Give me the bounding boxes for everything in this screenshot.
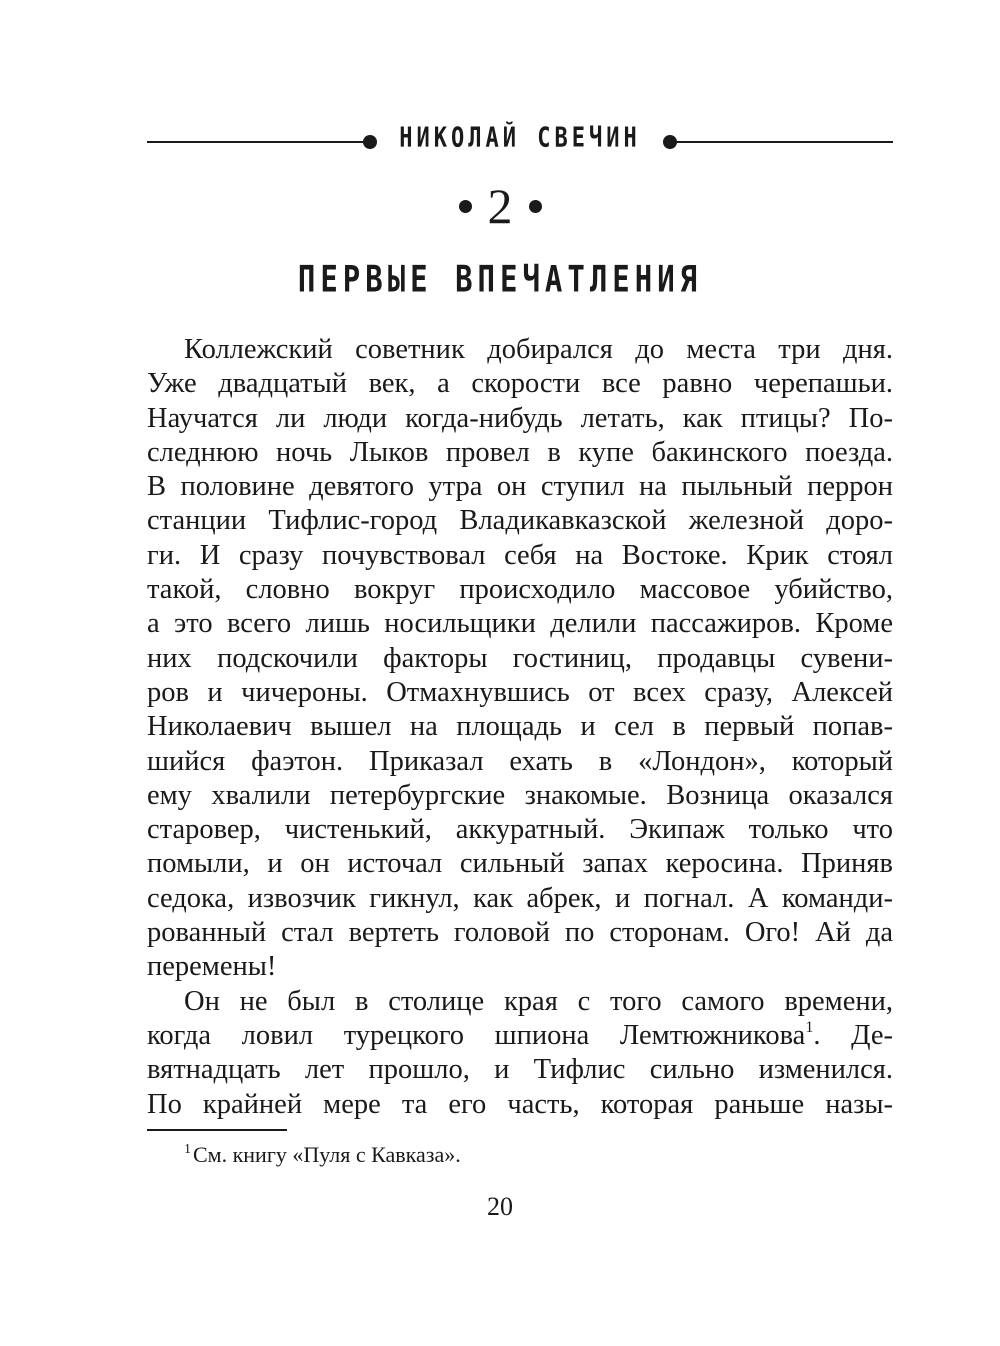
- text-line: ров и чичероны. Отмахнувшись от всех сразу, Алексей: [147, 676, 893, 708]
- footnote-number: 1: [184, 1142, 191, 1157]
- text-line: Уже двадцатый век, а скорости все равно черепашьи.: [147, 368, 893, 400]
- chapter-bullet-right: [529, 200, 542, 213]
- text-line: старовер, чистенький, аккуратный. Экипаж только что: [147, 814, 893, 846]
- chapter-title: ПЕРВЫЕ ВПЕЧАТЛЕНИЯ: [297, 257, 703, 301]
- text-line: а это всего лишь носильщики делили пассажиров. Кроме: [147, 608, 893, 640]
- text-line: такой, словно вокруг происходило массовое убийство,: [147, 574, 893, 606]
- text-segment: . Де-: [813, 1019, 893, 1051]
- footnote-text: См. книгу «Пуля с Кавказа».: [193, 1142, 461, 1167]
- text-line: Коллежский советник добирался до места три дня.: [184, 334, 893, 365]
- author-name: НИКОЛАЙ СВЕЧИН: [399, 122, 641, 155]
- page-number: 20: [487, 1192, 513, 1221]
- text-line: По крайней мере та его часть, которая раньше назы-: [147, 1088, 893, 1120]
- text-line-with-footnote-ref: [147, 1019, 893, 1053]
- running-head-bullet-left: [363, 135, 377, 149]
- footnote: [184, 1140, 461, 1170]
- text-line: помыли, и он источал сильный запах керосина. Приняв: [147, 848, 893, 880]
- running-head-rule-right: [673, 141, 893, 143]
- body-text: [147, 333, 893, 1122]
- text-line: В половине девятого утра он ступил на пыльный перрон: [147, 471, 893, 503]
- text-line: рованный стал вертеть головой по сторонам. Ого! Ай да: [147, 917, 893, 949]
- running-head: [147, 124, 893, 160]
- text-line: ги. И сразу почувствовал себя на Востоке. Крик стоял: [147, 539, 893, 571]
- text-line: шийся фаэтон. Приказал ехать в «Лондон», который: [147, 745, 893, 777]
- chapter-number: [0, 176, 1000, 236]
- text-line: ему хвалили петербургские знакомые. Возница оказался: [147, 779, 893, 811]
- text-line: них подскочили факторы гостиниц, продавцы сувени-: [147, 642, 893, 674]
- running-head-rule-left: [147, 141, 367, 143]
- text-line: станции Тифлис-город Владикавказской железной доро-: [147, 505, 893, 537]
- chapter-bullet-left: [459, 200, 472, 213]
- text-line: Николаевич вышел на площадь и сел в первый попав-: [147, 711, 893, 743]
- text-line: вятнадцать лет прошло, и Тифлис сильно изменился.: [147, 1054, 893, 1086]
- text-segment: когда ловил турецкого шпиона Лемтюжникова: [147, 1019, 806, 1051]
- chapter-number-text: 2: [487, 178, 513, 234]
- text-line: Он не был в столице края с того самого времени,: [184, 985, 893, 1017]
- text-line: перемены!: [147, 951, 277, 983]
- text-line: Научатся ли люди когда-нибудь летать, как птицы? По-: [147, 402, 893, 434]
- footnote-rule: [147, 1129, 287, 1131]
- text-line: следнюю ночь Лыков провел в купе бакинского поезда.: [147, 436, 893, 468]
- text-line: седока, извозчик гикнул, как абрек, и погнал. А команди-: [147, 882, 893, 914]
- footnote-reference: 1: [805, 1018, 814, 1036]
